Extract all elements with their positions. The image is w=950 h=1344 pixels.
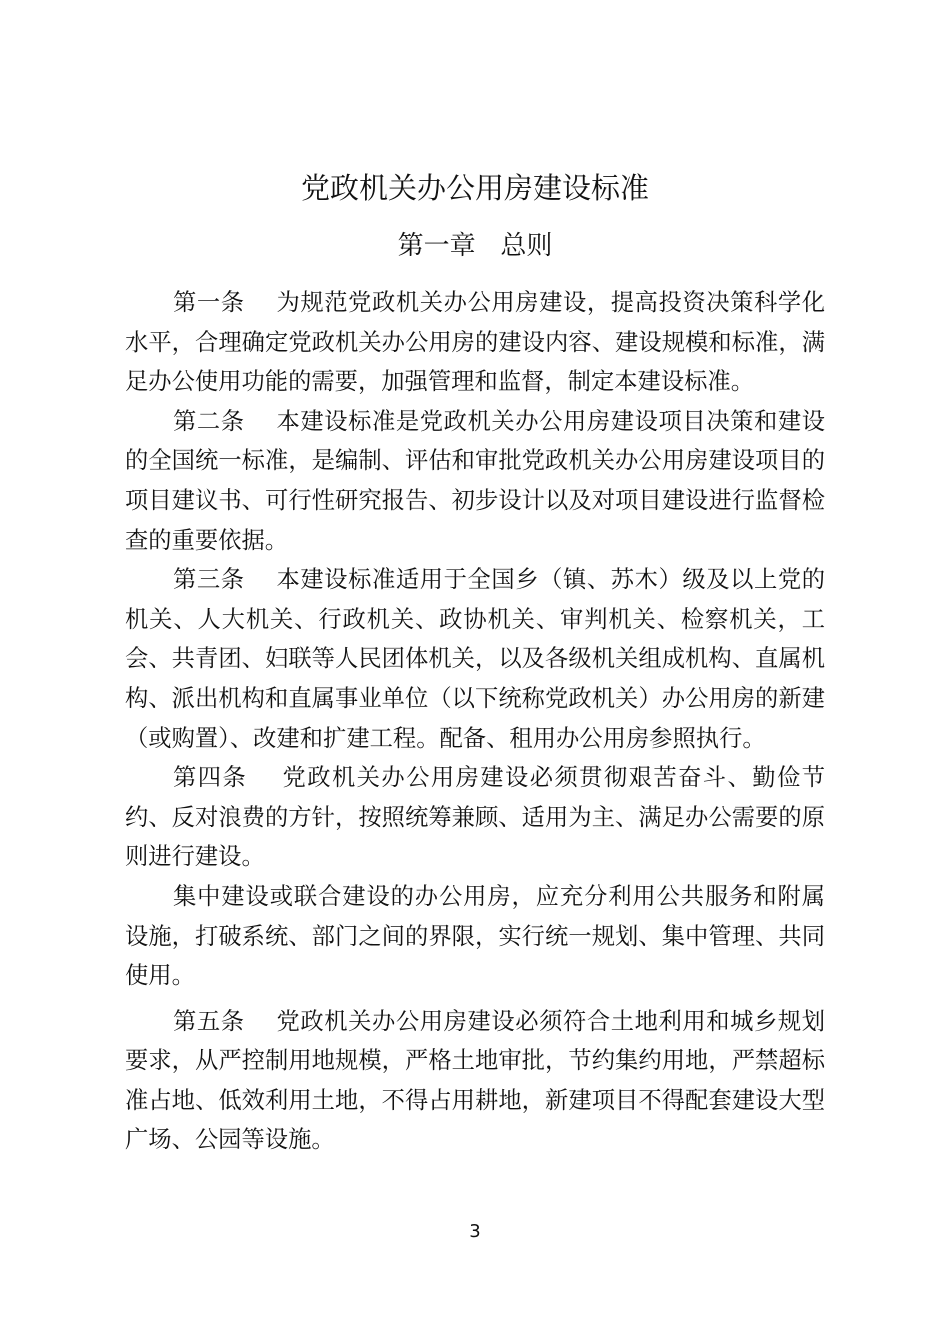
article-3-paragraph: 第三条 本建设标准适用于全国乡（镇、苏木）级及以上党的机关、人大机关、行政机关、政协机关、审判机关、检察机关，工会、共青团、妇联等人民团体机关，以及各级机关组成机构、直属机构、派出机构和直属事业单位（以下统称党政机关）办公用房的新建（或购置）、改建和扩建工程。配备、租用办公用房参照执行。 [125, 566, 825, 752]
article-4-paragraph: 第四条 党政机关办公用房建设必须贯彻艰苦奋斗、勤俭节约、反对浪费的方针，按照统筹兼顾、适用为主、满足办公需要的原则进行建设。 [125, 764, 825, 871]
article-1-paragraph: 第一条 为规范党政机关办公用房建设，提高投资决策科学化水平，合理确定党政机关办公用房的建设内容、建设规模和标准，满足办公使用功能的需要，加强管理和监督，制定本建设标准。 [125, 289, 825, 396]
chapter-title: 第一章 总则 [397, 231, 553, 261]
article-4-continuation-paragraph: 集中建设或联合建设的办公用房，应充分利用公共服务和附属设施，打破系统、部门之间的界限，实行统一规划、集中管理、共同使用。 [125, 882, 825, 990]
document-title: 党政机关办公用房建设标准 [300, 171, 649, 205]
article-5-paragraph: 第五条 党政机关办公用房建设必须符合土地利用和城乡规划要求，从严控制用地规模，严格土地审批，节约集约用地，严禁超标准占地、低效利用土地，不得占用耕地，新建项目不得配套建设大型广场、公园等设施。 [125, 1007, 825, 1154]
article-2-paragraph: 第二条 本建设标准是党政机关办公用房建设项目决策和建设的全国统一标准，是编制、评估和审批党政机关办公用房建设项目的项目建议书、可行性研究报告、初步设计以及对项目建设进行监督检查的重要依据。 [125, 407, 825, 554]
document-body [125, 283, 825, 1160]
page-number: 3 [469, 1221, 481, 1242]
